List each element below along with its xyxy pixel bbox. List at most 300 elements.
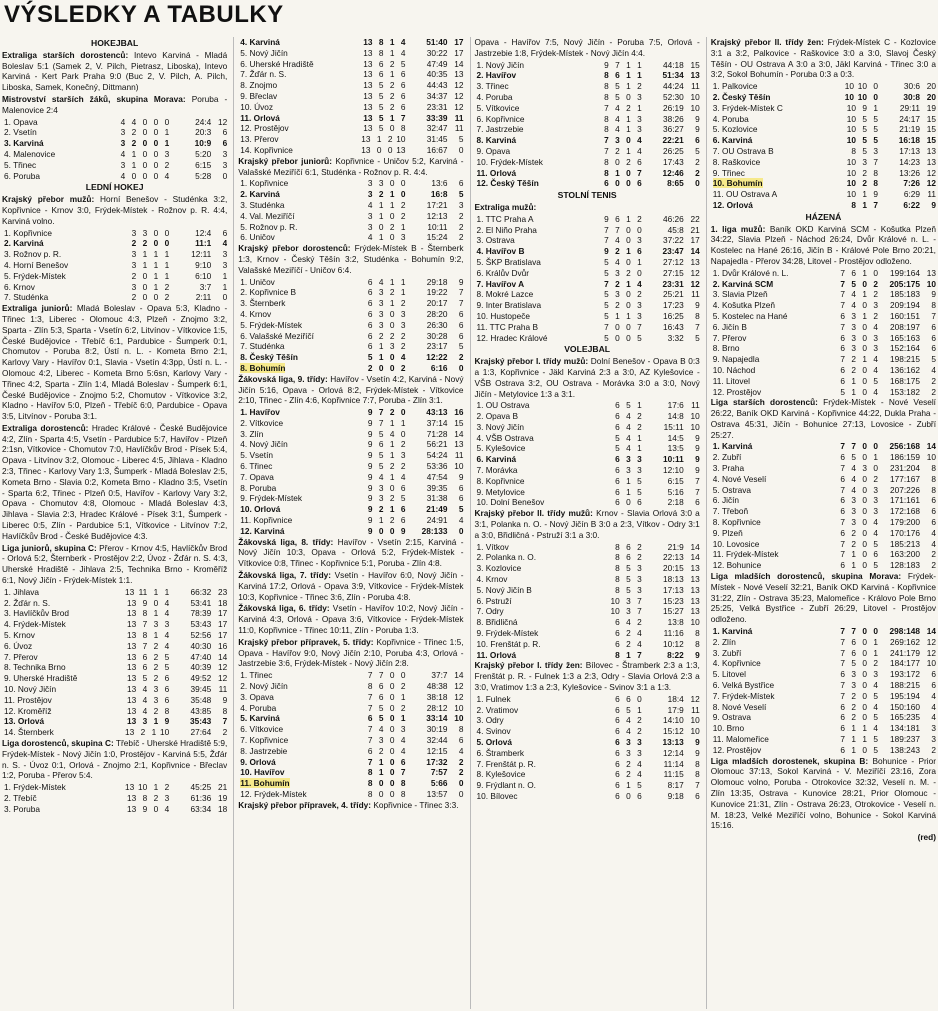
table-row — [475, 780, 700, 791]
score-cell: 12:4 — [195, 227, 212, 238]
stat-cell: 2 — [615, 145, 620, 156]
table-row — [711, 745, 936, 756]
table-row — [711, 691, 936, 702]
stat-cell: 1 — [873, 647, 878, 658]
table-row — [238, 767, 463, 778]
team-name-text: 12. Frýdek-Místek — [240, 788, 307, 799]
team-name-text: 11. TTC Praha B — [476, 321, 538, 332]
stat-cell: 9 — [367, 525, 373, 536]
score-cell: 14:10 — [662, 715, 684, 726]
stat-cell: 2 — [131, 138, 137, 149]
stat-cell: 3 — [142, 716, 148, 727]
table-row — [475, 225, 700, 236]
stat-cell: 4 — [873, 386, 878, 397]
points-cell: 6 — [458, 308, 464, 319]
score-cell: 17:13 — [899, 145, 920, 156]
stat-cell: 1 — [153, 782, 159, 793]
table-row — [238, 439, 463, 450]
team-name-text: 10. Dolní Benešov — [476, 497, 545, 508]
table-row — [475, 650, 700, 661]
score-cell: 15:24 — [426, 232, 448, 243]
stat-cell: 6 — [626, 552, 631, 563]
points-cell: 12 — [926, 647, 936, 658]
stat-cell: 7 — [840, 647, 845, 658]
stat-cell: 2 — [131, 238, 137, 249]
stat-cell: 2 — [851, 690, 856, 701]
stat-cell: 7 — [604, 145, 609, 156]
points-cell: 8 — [931, 484, 936, 495]
stat-cell: 3 — [851, 321, 856, 332]
team-name-text: 4. Frýdek-Místek — [4, 619, 66, 630]
team-name — [2, 171, 114, 182]
team-name-text: 10. Bohumín — [712, 178, 763, 189]
results-paragraph — [711, 756, 936, 832]
stat-cell: 4 — [400, 37, 406, 47]
stat-cell: 3 — [626, 606, 631, 617]
team-name-text: 4. Nové Veselí — [712, 473, 767, 484]
stat-cell: 1 — [389, 439, 395, 450]
stat-cell: 8 — [400, 778, 406, 789]
team-name — [475, 443, 609, 454]
stat-cell: 1 — [389, 417, 395, 428]
points-cell: 2 — [695, 156, 700, 167]
team-name — [711, 485, 834, 496]
stat-cell: 0 — [862, 636, 867, 647]
stat-cell: 1 — [862, 310, 867, 321]
score-cell: 12:14 — [662, 747, 684, 758]
results-paragraph — [238, 156, 463, 178]
stat-cell: 0 — [626, 497, 631, 508]
stat-cell: 7 — [367, 756, 373, 767]
team-name — [711, 354, 834, 365]
points-cell: 3 — [931, 734, 936, 744]
stat-cell: 1 — [626, 145, 631, 156]
team-name — [711, 648, 834, 659]
team-name — [2, 641, 123, 652]
stat-cell: 1 — [873, 102, 878, 113]
table-row — [475, 737, 700, 748]
stat-cell: 3 — [851, 517, 856, 528]
score-cell: 185:213 — [890, 538, 920, 549]
table-row — [238, 59, 463, 70]
points-cell: 13 — [690, 584, 700, 595]
score-cell: 66:32 — [190, 586, 212, 597]
team-name — [475, 617, 609, 628]
team-name-text: 5. Karviná — [240, 713, 280, 724]
team-name-text: 13. Přerov — [240, 134, 279, 145]
points-cell: 6 — [695, 790, 700, 801]
points-cell: 14 — [454, 58, 464, 69]
team-name-text: 4. Malenovice — [4, 148, 56, 159]
table-row — [711, 626, 936, 637]
stat-cell: 2 — [637, 726, 642, 737]
stat-cell: 8 — [367, 778, 373, 789]
stat-cell: 6 — [615, 790, 620, 801]
team-name — [475, 487, 609, 498]
stat-cell: 1 — [637, 70, 642, 81]
team-name-text: 11. Orlová — [476, 167, 517, 178]
stat-cell: 5 — [626, 400, 631, 411]
stat-cell: 2 — [389, 101, 395, 112]
stat-cell: 5 — [626, 704, 631, 715]
team-name-text: 11. OU Ostrava A — [712, 189, 778, 200]
table-row — [711, 441, 936, 452]
team-name-text: 4. Kopřivnice — [712, 658, 761, 669]
team-name-text: 2. Karviná — [4, 238, 44, 249]
stat-cell: 4 — [637, 278, 642, 289]
stat-cell: 1 — [378, 232, 384, 243]
points-cell: 6 — [222, 127, 228, 138]
team-name-text: 8. Kopřivnice — [476, 475, 525, 486]
stat-cell: 4 — [851, 484, 856, 495]
results-text: Mladá Boleslav - Opava 5:3, Kladno - Třinec 1:3, Liberec - Olomouc 4:3, Plzeň - Znojmo 3:2, Sparta - Zlín 5:3, Sparta - Vsetín 6:2, Litvínov - Vítkovice 1:5, České Budějovice - Třebíč 6:1, Pardubice - Šumperk 0:1, Chomutov - Poruba 8:2, Ústí n. L. - Kometa Brno 2:1, Karlovy Vary - Havířov 0:1, Slavia - Vsetín 4:3pp, Ústí n. L. - Olomouc 4:2, Liberec - Kometa Brno 5:6sn, Karlovy Vary - Třinec 4:2, Sparta - Zlín 1:4, Mladá Boleslav - Šumperk 6:1, České Budějovice - Znojmo 5:2, Chomutov - Vítkovice 3:2, Kladno - Havířov 5:0, Plzeň - Třebíč 6:0, Pardubice - Opava 3:5, Litvínov - Poruba 3:1. — [2, 303, 228, 422]
team-name — [711, 114, 843, 125]
stat-cell: 0 — [862, 321, 867, 332]
stat-cell: 4 — [400, 735, 406, 745]
table-row — [2, 630, 227, 641]
stat-cell: 9 — [862, 102, 867, 113]
team-name-text: 4. Poruba — [476, 91, 513, 102]
score-cell: 5:66 — [430, 778, 448, 789]
stat-cell: 6 — [840, 473, 845, 484]
team-name-text: 4. Svinov — [476, 726, 511, 737]
table-row — [238, 418, 463, 429]
table-row — [238, 461, 463, 472]
score-cell: 40:39 — [190, 662, 212, 673]
points-cell: 7 — [458, 298, 464, 309]
table-row — [2, 695, 227, 706]
stat-cell: 6 — [637, 178, 642, 189]
score-cell: 54:24 — [426, 450, 448, 461]
stat-cell: 9 — [367, 482, 373, 493]
stat-cell: 8 — [604, 124, 609, 135]
team-name-text: 2. Havířov — [476, 70, 517, 81]
stat-cell: 13 — [127, 792, 137, 803]
results-text: Frýdek-Místek C - Kozlovice 3:1 a 3:2, Palkovice - Raškovice 3:0 a 3:0, Slavoj Český Těšín - OU Ostrava A 3:0 a 3:0, Jäkl Karviná - Třinec 3:0 a 3:2, Sokol Bohumín - Poruba 0:3 a 0:3. — [710, 37, 936, 80]
score-cell: 8:17 — [667, 780, 684, 791]
stat-cell: 6 — [615, 486, 620, 497]
score-cell: 23:31 — [662, 278, 684, 289]
score-cell: 11:16 — [663, 628, 684, 639]
score-cell: 6:15 — [667, 475, 684, 486]
team-name — [238, 681, 361, 692]
stat-cell: 0 — [142, 116, 148, 127]
stat-cell: 1 — [626, 310, 631, 321]
stat-cell: 6 — [615, 213, 620, 224]
stat-cell: 6 — [615, 769, 620, 780]
points-cell: 12 — [926, 178, 936, 189]
stat-cell: 3 — [378, 287, 384, 298]
score-cell: 28:20 — [426, 308, 448, 319]
stat-cell: 6 — [851, 267, 856, 278]
stat-cell: 1 — [378, 756, 384, 767]
points-cell: 3 — [222, 159, 228, 170]
score-cell: 33:14 — [426, 713, 448, 724]
stat-cell: 2 — [378, 504, 384, 515]
team-name — [475, 411, 609, 422]
stat-cell: 0 — [862, 473, 867, 484]
stat-cell: 13 — [125, 782, 135, 793]
team-name-text: 6. Velká Bystřice — [712, 680, 775, 691]
stat-cell: 2 — [378, 189, 384, 200]
stat-cell: 1 — [151, 727, 157, 738]
author-credit: (red) — [917, 832, 936, 843]
team-name-text: 9. Inter Bratislava — [476, 300, 542, 311]
stat-cell: 2 — [164, 281, 170, 292]
score-cell: 47:49 — [426, 58, 448, 69]
points-cell: 17 — [218, 630, 228, 641]
stat-cell: 2 — [389, 287, 395, 298]
team-name-text: 8. Brno — [712, 343, 740, 354]
stat-cell: 6 — [367, 713, 373, 724]
stat-cell: 2 — [626, 102, 631, 113]
points-cell: 6 — [931, 332, 936, 343]
stat-cell: 2 — [153, 662, 159, 673]
team-name — [711, 92, 841, 103]
stat-cell: 3 — [873, 484, 878, 495]
stat-cell: 0 — [626, 178, 631, 189]
points-cell: 13 — [690, 606, 700, 617]
stat-cell: 5 — [626, 584, 631, 595]
table-row — [238, 363, 463, 374]
points-cell: 0 — [458, 144, 464, 155]
table-row — [238, 123, 463, 134]
stat-cell: 13 — [125, 586, 135, 597]
stat-cell: 5 — [873, 734, 878, 744]
stat-cell: 4 — [626, 715, 631, 726]
stat-cell: 2 — [626, 638, 631, 649]
score-cell: 16:67 — [426, 144, 448, 155]
score-cell: 269:162 — [890, 636, 920, 647]
stat-cell: 4 — [367, 232, 373, 243]
stat-cell: 4 — [873, 321, 878, 332]
team-name — [238, 298, 361, 309]
score-cell: 27:64 — [190, 727, 212, 738]
table-row — [238, 134, 463, 145]
stat-cell: 4 — [378, 471, 384, 482]
competition-label: Žákovská liga, 8. třídy: — [238, 536, 334, 547]
table-row — [238, 757, 463, 768]
stat-cell: 0 — [153, 597, 159, 608]
team-name — [475, 596, 607, 607]
team-name-text: 11. Prostějov — [4, 694, 52, 705]
stat-cell: 3 — [873, 332, 878, 343]
stat-cell: 13 — [363, 101, 373, 112]
stat-cell: 1 — [626, 649, 631, 660]
table-row — [711, 289, 936, 300]
points-cell: 21 — [218, 782, 228, 793]
stat-cell: 4 — [626, 726, 631, 737]
score-cell: 40:30 — [190, 640, 212, 651]
team-name-text: 4. Karviná — [240, 37, 280, 47]
stat-cell: 8 — [851, 199, 856, 210]
stat-cell: 2 — [637, 81, 642, 92]
stat-cell: 13 — [361, 134, 371, 145]
table-row — [711, 178, 936, 189]
score-cell: 13:57 — [426, 788, 448, 799]
stat-cell: 3 — [120, 159, 126, 170]
team-name-text: 1. Frýdek-Místek — [4, 782, 66, 793]
team-name-text: 5. Nový Jičín — [240, 47, 288, 58]
stat-cell: 7 — [873, 199, 878, 210]
table-row — [2, 684, 227, 695]
stat-cell: 0 — [637, 693, 642, 704]
stat-cell: 1 — [389, 276, 395, 287]
team-name-text: 6. Třinec — [240, 461, 273, 472]
points-cell: 8 — [695, 769, 700, 780]
stat-cell: 6 — [637, 497, 642, 508]
stat-cell: 0 — [862, 658, 867, 669]
score-cell: 47:40 — [190, 651, 212, 662]
score-cell: 37:22 — [662, 235, 684, 246]
team-name — [2, 138, 114, 149]
stat-cell: 8 — [604, 156, 609, 167]
stat-cell: 2 — [626, 758, 631, 769]
stat-cell: 5 — [862, 113, 867, 124]
results-text: Havířov - Vsetín 2:15, Karviná - Nový Jičín 10:3, Opava - Orlová 5:2, Frýdek-Místek - Vítkovice 0:8, Třinec - Kopřivnice 5:1, Poruba - Zlín 4:8. — [238, 536, 464, 569]
stat-cell: 2 — [153, 705, 159, 716]
team-name — [238, 407, 361, 418]
stat-cell: 0 — [142, 127, 148, 138]
points-cell: 4 — [931, 701, 936, 712]
stat-cell: 7 — [840, 538, 845, 549]
stat-cell: 2 — [131, 270, 137, 281]
table-row — [2, 804, 227, 815]
stat-cell: 0 — [862, 712, 867, 723]
results-paragraph — [711, 37, 936, 80]
score-cell: 53:43 — [190, 619, 212, 630]
team-name — [475, 585, 609, 596]
team-name-text: 11. Kopřivnice — [240, 515, 293, 526]
points-cell: 6 — [695, 497, 700, 508]
stat-cell: 6 — [164, 684, 170, 695]
results-paragraph — [2, 543, 227, 586]
points-cell: 6 — [458, 482, 464, 493]
team-name — [238, 767, 361, 778]
table-row — [238, 102, 463, 113]
points-cell: 14 — [690, 552, 700, 563]
team-name — [238, 703, 361, 714]
score-cell: 11:1 — [195, 238, 212, 249]
score-cell: 16:8 — [430, 189, 448, 200]
stat-cell: 0 — [873, 267, 878, 278]
team-name — [238, 189, 361, 200]
table-row — [711, 311, 936, 322]
stat-cell: 4 — [851, 463, 856, 474]
stat-cell: 1 — [626, 113, 631, 124]
stat-cell: 9 — [400, 525, 406, 536]
team-name — [475, 715, 609, 726]
stat-cell: 4 — [637, 638, 642, 649]
team-name-text: 2. Karviná — [240, 189, 280, 200]
team-name — [711, 168, 843, 179]
team-name-text: 4. Krnov — [240, 308, 272, 319]
team-name — [475, 737, 609, 748]
table-row — [711, 124, 936, 135]
score-cell: 14:8 — [667, 411, 684, 422]
points-cell: 10 — [690, 91, 700, 102]
stat-cell: 5 — [604, 267, 609, 278]
competition-label: Mistrovství starších žáků, skupina Morava: — [2, 93, 186, 104]
team-name — [711, 200, 845, 211]
stat-cell: 6 — [851, 647, 856, 658]
team-name-text: 12. Karviná — [240, 525, 285, 536]
score-cell: 21:9 — [667, 541, 684, 552]
team-name-text: 10. Náchod — [712, 364, 756, 375]
stat-cell: 3 — [400, 450, 406, 461]
team-name — [475, 769, 609, 780]
team-name — [711, 441, 834, 452]
table-row — [475, 235, 700, 246]
stat-cell: 7 — [615, 59, 620, 70]
score-cell: 71:28 — [426, 428, 448, 439]
stat-cell: 7 — [840, 636, 845, 647]
score-cell: 10:11 — [662, 454, 684, 465]
stat-cell: 1 — [142, 259, 148, 270]
stat-cell: 1 — [378, 352, 384, 363]
team-name-text: 5. Třinec — [4, 159, 37, 170]
table-row — [711, 734, 936, 745]
stat-cell: 0 — [615, 321, 620, 332]
table-row — [238, 450, 463, 461]
stat-cell: 4 — [626, 411, 631, 422]
table-row — [475, 552, 700, 563]
points-cell: 7 — [695, 321, 700, 332]
stat-cell: 9 — [873, 189, 878, 200]
team-name — [238, 746, 361, 757]
stat-cell: 5 — [862, 145, 867, 156]
stat-cell: 2 — [637, 421, 642, 432]
stat-cell: 3 — [637, 235, 642, 246]
stat-cell: 1 — [164, 259, 170, 270]
stat-cell: 5 — [873, 113, 878, 124]
points-cell: 4 — [458, 515, 464, 526]
score-cell: 138:243 — [890, 744, 920, 755]
stat-cell: 7 — [840, 626, 845, 637]
points-cell: 22 — [690, 213, 700, 224]
stat-cell: 0 — [389, 788, 395, 799]
team-name — [238, 287, 361, 298]
stat-cell: 4 — [164, 597, 170, 608]
table-row — [238, 526, 463, 537]
results-text: Kopřivnice - Třinec 3:3. — [371, 799, 459, 810]
stat-cell: 0 — [378, 525, 384, 536]
points-cell: 8 — [695, 310, 700, 321]
stat-cell: 8 — [873, 167, 878, 178]
stat-cell: 0 — [400, 428, 406, 439]
table-row — [475, 574, 700, 585]
stat-cell: 1 — [153, 716, 159, 727]
score-cell: 8:65 — [667, 178, 684, 189]
stat-cell: 7 — [367, 670, 373, 681]
team-name — [238, 493, 361, 504]
stat-cell: 5 — [604, 332, 609, 343]
score-cell: 195:194 — [890, 690, 920, 701]
competition-label: Žákovská liga, 7. třídy: — [238, 570, 332, 581]
table-row — [475, 563, 700, 574]
stat-cell: 8 — [851, 145, 856, 156]
table-row — [2, 652, 227, 663]
table-row — [711, 517, 936, 528]
score-cell: 38:18 — [426, 691, 448, 702]
stat-cell: 6 — [615, 704, 620, 715]
stat-cell: 1 — [851, 560, 856, 571]
stat-cell: 3 — [378, 319, 384, 330]
team-name-text: 4. Poruba — [240, 702, 277, 713]
team-name — [711, 135, 843, 146]
score-cell: 2:18 — [667, 497, 684, 508]
stat-cell: 0 — [615, 156, 620, 167]
